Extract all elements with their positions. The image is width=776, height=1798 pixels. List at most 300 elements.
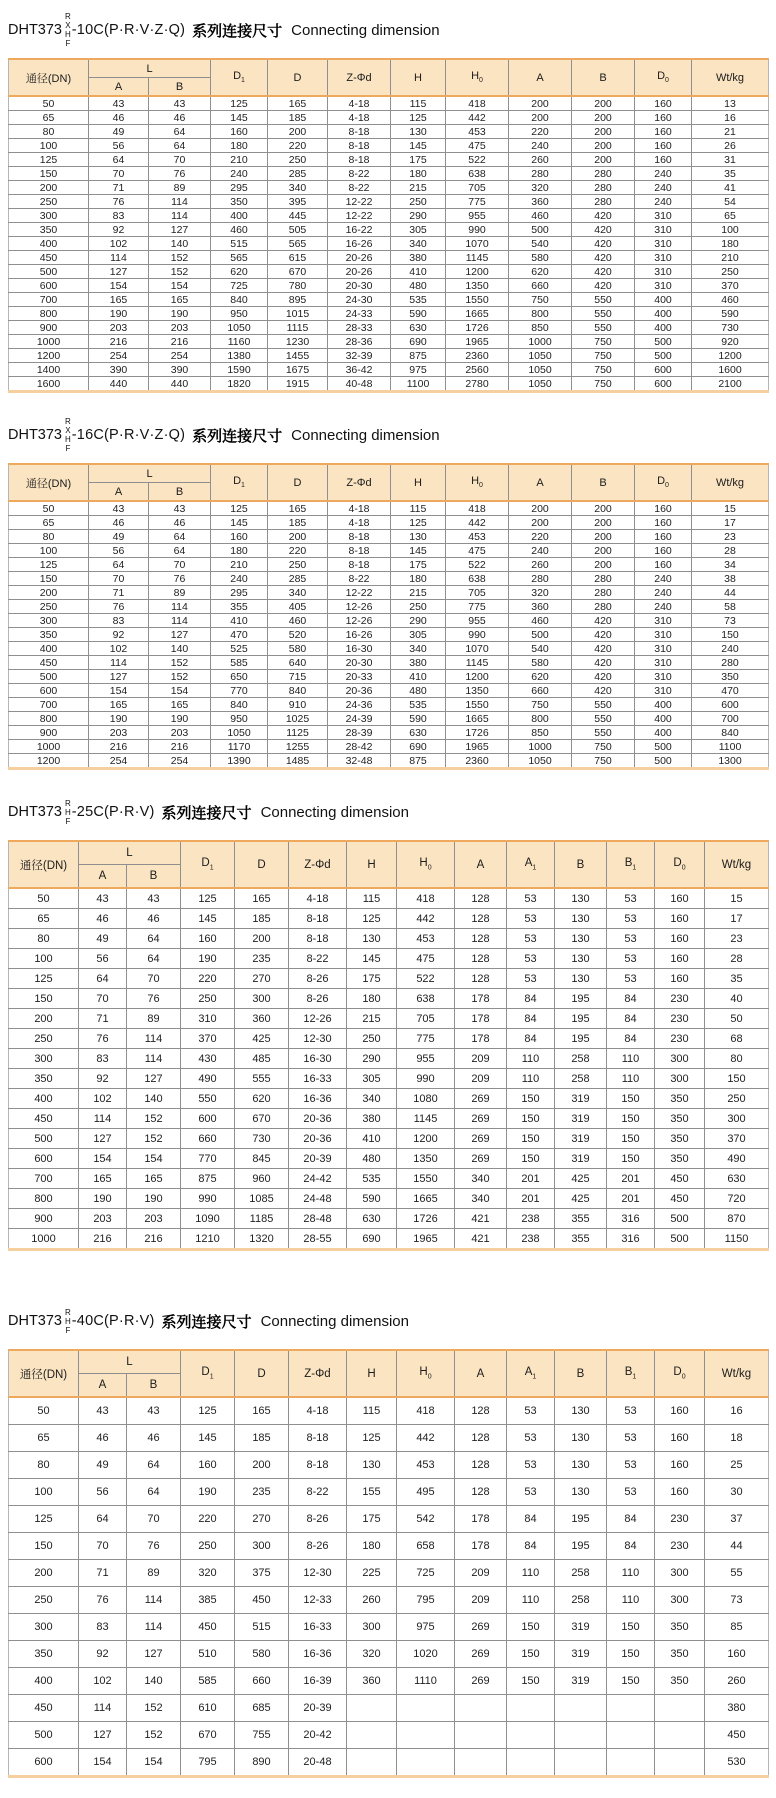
table-cell: 1965 — [446, 335, 509, 349]
table-cell: 110 — [607, 1069, 655, 1089]
table-cell: 28-33 — [328, 321, 391, 335]
table-cell: 420 — [572, 251, 635, 265]
table-cell: 475 — [397, 949, 455, 969]
table-cell: 300 — [347, 1614, 397, 1641]
table-row — [9, 888, 769, 909]
table-title — [8, 1299, 768, 1343]
table-cell: 715 — [268, 670, 328, 684]
table-cell: 955 — [446, 209, 509, 223]
table-cell: 280 — [572, 600, 635, 614]
table-title — [8, 8, 768, 52]
table-cell: 130 — [391, 530, 446, 544]
table-cell: 180 — [211, 139, 268, 153]
table-cell: 154 — [89, 684, 149, 698]
table-cell: 350 — [655, 1089, 705, 1109]
table-cell: 360 — [235, 1009, 289, 1029]
table-cell: 40 — [705, 989, 769, 1009]
column-header: $D_1$ — [211, 59, 268, 96]
table-cell: 70 — [149, 153, 211, 167]
table-cell: 125 — [181, 888, 235, 909]
table-cell: 1200 — [446, 670, 509, 684]
table-cell: 310 — [635, 628, 692, 642]
table-cell: 190 — [79, 1189, 127, 1209]
table-row — [9, 1452, 769, 1479]
table-cell: 305 — [347, 1069, 397, 1089]
table-cell: 165 — [89, 698, 149, 712]
table-cell: 216 — [127, 1229, 181, 1250]
table-cell: 89 — [149, 586, 211, 600]
table-cell: 319 — [555, 1109, 607, 1129]
table-row — [9, 989, 769, 1009]
column-subheader: B — [149, 483, 211, 502]
table-cell: 250 — [181, 1533, 235, 1560]
table-cell: 12-30 — [289, 1560, 347, 1587]
table-cell: 190 — [127, 1189, 181, 1209]
table-cell: 250 — [391, 600, 446, 614]
table-cell: 53 — [507, 949, 555, 969]
table-cell: 8-18 — [289, 1452, 347, 1479]
table-cell: 160 — [655, 1397, 705, 1425]
table-cell: 620 — [509, 265, 572, 279]
table-cell: 175 — [347, 1506, 397, 1533]
table-cell: 550 — [181, 1089, 235, 1109]
title-stack-letter: F — [65, 816, 71, 826]
table-cell: 620 — [509, 670, 572, 684]
table-cell: 350 — [692, 670, 769, 684]
table-cell: 8-18 — [289, 909, 347, 929]
table-cell: 269 — [455, 1614, 507, 1641]
table-cell: 500 — [9, 670, 89, 684]
table-cell: 216 — [79, 1229, 127, 1250]
table-cell: 350 — [655, 1614, 705, 1641]
table-cell: 225 — [347, 1560, 397, 1587]
table-cell: 650 — [211, 670, 268, 684]
table-cell: 500 — [9, 1722, 79, 1749]
table-cell: 380 — [347, 1109, 397, 1129]
column-header: L — [89, 59, 211, 78]
table-cell: 152 — [149, 670, 211, 684]
table-cell: 555 — [235, 1069, 289, 1089]
table-cell: 150 — [607, 1149, 655, 1169]
table-cell: 114 — [127, 1049, 181, 1069]
table-cell: 580 — [268, 642, 328, 656]
table-cell: 1200 — [446, 265, 509, 279]
table-cell: 80 — [9, 125, 89, 139]
table-cell: 32-48 — [328, 754, 391, 769]
table-cell: 84 — [507, 1029, 555, 1049]
table-cell: 165 — [127, 1169, 181, 1189]
table-cell: 700 — [692, 712, 769, 726]
table-cell: 128 — [455, 1479, 507, 1506]
table-cell: 127 — [89, 670, 149, 684]
table-cell: 250 — [9, 1587, 79, 1614]
table-cell: 750 — [572, 377, 635, 392]
table-row — [9, 1169, 769, 1189]
table-cell: 453 — [397, 929, 455, 949]
table-row — [9, 363, 769, 377]
column-header: $D_1$ — [181, 1350, 235, 1397]
table-cell: 160 — [181, 929, 235, 949]
table-cell: 71 — [89, 586, 149, 600]
table-cell — [397, 1722, 455, 1749]
table-cell: 235 — [235, 1479, 289, 1506]
title-stack-letter: X — [65, 426, 71, 435]
table-cell: 750 — [572, 740, 635, 754]
title-suffix: -16C(P·R·V·Z·Q) — [71, 427, 186, 443]
title-stack-letter: R — [65, 12, 71, 21]
table-cell: 310 — [635, 670, 692, 684]
column-subheader: A — [79, 1374, 127, 1398]
table-cell: 445 — [268, 209, 328, 223]
table-cell: 165 — [235, 1397, 289, 1425]
table-row — [9, 740, 769, 754]
table-cell: 600 — [9, 1749, 79, 1777]
table-cell: 43 — [89, 501, 149, 516]
table-cell: 46 — [89, 111, 149, 125]
table-cell: 130 — [555, 929, 607, 949]
table-cell: 84 — [507, 1506, 555, 1533]
table-cell: 319 — [555, 1641, 607, 1668]
table-cell: 460 — [509, 209, 572, 223]
table-cell: 230 — [655, 1533, 705, 1560]
table-cell: 20-42 — [289, 1722, 347, 1749]
table-cell: 955 — [397, 1049, 455, 1069]
table-cell: 71 — [79, 1560, 127, 1587]
table-cell: 600 — [635, 363, 692, 377]
table-cell: 49 — [89, 125, 149, 139]
table-cell: 310 — [635, 237, 692, 251]
table-cell: 770 — [211, 684, 268, 698]
table-cell: 89 — [127, 1560, 181, 1587]
table-row — [9, 1397, 769, 1425]
table-cell: 2780 — [446, 377, 509, 392]
table-cell: 500 — [9, 265, 89, 279]
table-row — [9, 1749, 769, 1777]
table-cell: 8-22 — [289, 1479, 347, 1506]
table-cell: 76 — [127, 1533, 181, 1560]
table-cell: 230 — [655, 1009, 705, 1029]
table-cell: 56 — [89, 139, 149, 153]
table-cell: 1050 — [211, 321, 268, 335]
table-cell: 150 — [607, 1089, 655, 1109]
table-cell: 89 — [127, 1009, 181, 1029]
table-cell: 24-39 — [328, 712, 391, 726]
table-cell: 250 — [9, 195, 89, 209]
table-cell: 2360 — [446, 349, 509, 363]
table-cell: 1915 — [268, 377, 328, 392]
table-row — [9, 726, 769, 740]
table-cell: 13 — [692, 96, 769, 111]
table-cell: 110 — [607, 1560, 655, 1587]
table-cell: 770 — [181, 1149, 235, 1169]
table-cell: 178 — [455, 1009, 507, 1029]
table-cell: 780 — [268, 279, 328, 293]
table-cell: 28-36 — [328, 335, 391, 349]
table-cell: 420 — [572, 642, 635, 656]
table-cell: 258 — [555, 1560, 607, 1587]
table-cell: 125 — [391, 516, 446, 530]
table-row — [9, 949, 769, 969]
table-cell: 375 — [235, 1560, 289, 1587]
table-cell: 160 — [181, 1452, 235, 1479]
table-row — [9, 712, 769, 726]
table-cell: 1170 — [211, 740, 268, 754]
table-row — [9, 754, 769, 769]
table-cell: 65 — [9, 1425, 79, 1452]
table-row — [9, 684, 769, 698]
table-cell: 400 — [635, 712, 692, 726]
table-cell: 128 — [455, 1425, 507, 1452]
table-cell: 160 — [635, 153, 692, 167]
table-cell: 522 — [397, 969, 455, 989]
table-cell: 380 — [391, 251, 446, 265]
table-cell: 385 — [181, 1587, 235, 1614]
table-cell: 203 — [127, 1209, 181, 1229]
table-cell: 550 — [572, 698, 635, 712]
table-cell: 210 — [211, 558, 268, 572]
table-cell: 450 — [655, 1169, 705, 1189]
table-row — [9, 1129, 769, 1149]
table-cell: 127 — [149, 628, 211, 642]
table-cell: 110 — [507, 1587, 555, 1614]
table-cell: 250 — [268, 153, 328, 167]
title-model: DHT373 — [8, 427, 62, 443]
table-cell: 305 — [391, 628, 446, 642]
table-cell: 127 — [149, 223, 211, 237]
table-cell: 12-26 — [328, 600, 391, 614]
table-cell: 1085 — [235, 1189, 289, 1209]
table-cell: 500 — [509, 223, 572, 237]
table-cell: 216 — [149, 740, 211, 754]
table-row — [9, 139, 769, 153]
table-cell: 8-22 — [328, 181, 391, 195]
table-cell: 250 — [347, 1029, 397, 1049]
table-cell: 56 — [89, 544, 149, 558]
table-cell: 125 — [211, 96, 268, 111]
table-cell: 84 — [607, 1533, 655, 1560]
table-cell: 350 — [9, 223, 89, 237]
table-cell: 1675 — [268, 363, 328, 377]
table-cell: 442 — [446, 516, 509, 530]
table-cell: 28-55 — [289, 1229, 347, 1250]
table-cell: 350 — [655, 1668, 705, 1695]
table-row — [9, 209, 769, 223]
table-cell: 600 — [9, 279, 89, 293]
table-cell: 65 — [692, 209, 769, 223]
column-header: L — [79, 1350, 181, 1374]
table-cell: 145 — [391, 139, 446, 153]
table-cell: 418 — [397, 1397, 455, 1425]
table-cell: 420 — [572, 684, 635, 698]
table-cell: 240 — [509, 139, 572, 153]
table-row — [9, 195, 769, 209]
table-cell: 1350 — [446, 279, 509, 293]
table-cell: 150 — [607, 1614, 655, 1641]
table-cell: 102 — [79, 1089, 127, 1109]
table-cell: 990 — [181, 1189, 235, 1209]
table-cell: 114 — [89, 656, 149, 670]
table-cell: 460 — [692, 293, 769, 307]
table-cell: 269 — [455, 1089, 507, 1109]
table-cell: 1050 — [509, 754, 572, 769]
table-cell: 580 — [235, 1641, 289, 1668]
table-cell — [397, 1749, 455, 1777]
table-cell: 750 — [572, 754, 635, 769]
section-dht373-16c — [8, 413, 768, 770]
table-cell: 410 — [391, 670, 446, 684]
section-dht373-25c — [8, 790, 768, 1251]
table-cell: 840 — [211, 293, 268, 307]
table-cell: 442 — [397, 909, 455, 929]
table-cell: 1020 — [397, 1641, 455, 1668]
column-header: $H_0$ — [446, 59, 509, 96]
table-cell: 300 — [9, 209, 89, 223]
table-cell: 150 — [507, 1614, 555, 1641]
title-model: DHT373 — [8, 1313, 62, 1329]
table-cell: 185 — [268, 516, 328, 530]
table-cell: 450 — [9, 1695, 79, 1722]
table-cell: 20-39 — [289, 1149, 347, 1169]
table-cell: 540 — [509, 237, 572, 251]
table-cell: 165 — [268, 501, 328, 516]
table-cell: 840 — [692, 726, 769, 740]
table-cell: 875 — [391, 754, 446, 769]
table-cell: 500 — [635, 349, 692, 363]
table-cell: 154 — [149, 279, 211, 293]
column-header: Wt/kg — [692, 59, 769, 96]
table-cell: 1145 — [446, 251, 509, 265]
table-cell: 36-42 — [328, 363, 391, 377]
title-stack-letter: F — [65, 444, 71, 453]
table-cell: 620 — [235, 1089, 289, 1109]
table-cell: 380 — [705, 1695, 769, 1722]
table-cell: 115 — [391, 96, 446, 111]
table-cell: 114 — [149, 614, 211, 628]
table-cell: 160 — [635, 516, 692, 530]
table-cell: 975 — [397, 1614, 455, 1641]
table-cell: 485 — [235, 1049, 289, 1069]
table-cell: 870 — [705, 1209, 769, 1229]
table-row — [9, 558, 769, 572]
table-cell — [347, 1722, 397, 1749]
column-header: $H_0$ — [397, 1350, 455, 1397]
table-cell: 450 — [705, 1722, 769, 1749]
table-cell: 70 — [149, 558, 211, 572]
column-subheader: A — [89, 78, 149, 97]
section-dht373-40c — [8, 1299, 768, 1778]
table-cell: 165 — [79, 1169, 127, 1189]
table-cell: 220 — [268, 544, 328, 558]
table-cell: 600 — [181, 1109, 235, 1129]
table-cell: 195 — [555, 1009, 607, 1029]
table-cell: 405 — [268, 600, 328, 614]
table-cell: 475 — [446, 139, 509, 153]
table-cell: 490 — [181, 1069, 235, 1089]
column-subheader: A — [79, 865, 127, 889]
table-cell: 50 — [9, 1397, 79, 1425]
table-row — [9, 1722, 769, 1749]
table-cell: 1050 — [509, 363, 572, 377]
table-cell: 350 — [655, 1149, 705, 1169]
column-subheader: A — [89, 483, 149, 502]
table-cell: 43 — [149, 501, 211, 516]
table-cell: 16-33 — [289, 1069, 347, 1089]
table-cell: 1380 — [211, 349, 268, 363]
table-cell: 442 — [446, 111, 509, 125]
table-cell: 31 — [692, 153, 769, 167]
table-cell: 425 — [555, 1189, 607, 1209]
table-cell: 128 — [455, 1397, 507, 1425]
table-cell: 203 — [149, 321, 211, 335]
table-cell: 64 — [127, 929, 181, 949]
table-cell: 92 — [89, 628, 149, 642]
table-cell: 49 — [89, 530, 149, 544]
table-cell: 600 — [635, 377, 692, 392]
title-suffix: -40C(P·R·V) — [71, 1313, 155, 1329]
table-cell: 16 — [705, 1397, 769, 1425]
column-header: L — [79, 841, 181, 865]
table-cell: 421 — [455, 1209, 507, 1229]
table-cell: 114 — [127, 1587, 181, 1614]
table-cell: 750 — [572, 363, 635, 377]
table-cell: 83 — [89, 209, 149, 223]
table-cell: 70 — [127, 969, 181, 989]
table-cell: 550 — [572, 726, 635, 740]
table-cell: 26 — [692, 139, 769, 153]
table-cell — [455, 1749, 507, 1777]
table-cell: 418 — [397, 888, 455, 909]
table-cell: 53 — [607, 1479, 655, 1506]
table-row — [9, 111, 769, 125]
table-cell — [607, 1695, 655, 1722]
table-cell — [455, 1695, 507, 1722]
table-cell: 400 — [9, 642, 89, 656]
table-cell: 76 — [149, 572, 211, 586]
table-cell: 43 — [79, 888, 127, 909]
column-header: D — [235, 841, 289, 888]
dimension-table-40c — [8, 1349, 769, 1778]
table-cell: 58 — [692, 600, 769, 614]
table-cell: 200 — [572, 558, 635, 572]
table-cell: 269 — [455, 1641, 507, 1668]
table-cell: 73 — [692, 614, 769, 628]
table-cell: 201 — [507, 1169, 555, 1189]
table-cell: 50 — [9, 501, 89, 516]
table-cell: 110 — [507, 1069, 555, 1089]
table-cell: 1100 — [692, 740, 769, 754]
title-stack-letter: R — [65, 417, 71, 426]
table-cell: 390 — [89, 363, 149, 377]
table-cell: 254 — [89, 349, 149, 363]
table-cell: 355 — [555, 1209, 607, 1229]
table-cell: 8-18 — [328, 153, 391, 167]
table-cell: 152 — [127, 1695, 181, 1722]
table-cell: 475 — [446, 544, 509, 558]
column-header: B — [572, 59, 635, 96]
table-cell: 240 — [635, 181, 692, 195]
table-cell: 180 — [347, 989, 397, 1009]
table-cell: 319 — [555, 1149, 607, 1169]
table-cell: 160 — [211, 530, 268, 544]
table-cell: 750 — [572, 349, 635, 363]
table-cell: 1600 — [692, 363, 769, 377]
table-cell: 319 — [555, 1129, 607, 1149]
table-cell: 430 — [181, 1049, 235, 1069]
column-header: Z-Φd — [328, 464, 391, 501]
table-cell: 2100 — [692, 377, 769, 392]
table-cell: 425 — [235, 1029, 289, 1049]
table-cell: 8-18 — [328, 139, 391, 153]
